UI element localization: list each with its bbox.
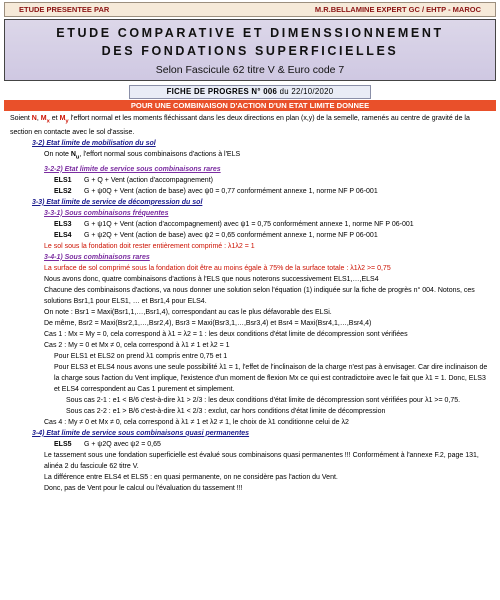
case-2-els1-els2: Pour ELS1 et ELS2 on prend λ1 compris entre 0,75 et 1: [54, 352, 228, 360]
top-header-bar: [4, 2, 496, 17]
surface-condition: La surface de sol comprimé sous la fondation doit être au moins égale à 75% de la surface totale : λ1λ2 >= 0,75: [44, 264, 391, 272]
title-line-1: ETUDE COMPARATIVE ET DIMENSSIONNEMENT: [56, 26, 444, 40]
els1-label: ELS1: [54, 176, 72, 184]
case-4: Cas 4 : My ≠ 0 et Mx ≠ 0, cela correspond à λ1 ≠ 1 et λ2 ≠ 1, le choix de λ1 conditionne celui de λ2: [44, 418, 349, 426]
section-3-2-heading: 3-2) Etat limite de mobilisation du sol: [32, 140, 156, 148]
els4-row: [10, 230, 490, 241]
els4-els5-difference: La différence entre ELS4 et ELS5 : en quasi permanente, on ne considère pas l'action du Vent.: [44, 473, 338, 481]
decompression-condition: Le sol sous la fondation doit rester entièrement comprimé : λ1λ2 = 1: [44, 242, 255, 250]
els2-text: G + ψ0Q + Vent (action de base) avec ψ0 = 0,77 conformément annexe 1, norme NF P 06-001: [84, 187, 378, 195]
title-line-3: Selon Fascicule 62 titre V & Euro code 7: [155, 64, 345, 76]
settlement-note: Le tassement sous une fondation superficielle est évalué sous combinaisons quasi permanentes !!! Conformément à l'annexe F.2, page 131, alinéa 2 du fascicule 62 titre V.: [44, 451, 479, 470]
els3-label: ELS3: [54, 220, 72, 228]
els3-row: [10, 219, 490, 230]
els2-label: ELS2: [54, 187, 72, 195]
case-1: Cas 1 : Mx = My = 0, cela correspond à λ1 = λ2 = 1 : les deux conditions d'état limite de décompression sont vérifiées: [44, 330, 408, 338]
paragraph-4: De même, Bsr2 = Maxi(Bsr2,1,…,Bsr2,4), Bsr3 = Maxi(Bsr3,1,…,Bsr3,4) et Bsr4 = Maxi(Bsr4,1,…,Bsr4,4): [44, 319, 372, 327]
intro-paragraph: Soient N, $M_x$ et $M_y$ l'effort normal et les moments fléchissant dans les deux directions en plan (x,y) de la semelle, ramenés au centre de gravité de la section en contacte avec le sol d'assise.: [10, 115, 470, 137]
section-3-2-text: On note $N_u$, l'effort normal sous combinaisons d'actions à l'ELS: [44, 151, 241, 161]
fiche-label: FICHE DE PROGRES N°: [166, 87, 261, 96]
fiche-date: du 22/10/2020: [279, 87, 334, 96]
els5-text: G + ψ2Q avec ψ2 = 0,65: [84, 440, 161, 448]
section-3-2-2-heading: 3-2-2) Etat limite de service sous combinaisons rares: [44, 165, 221, 173]
section-3-4-quasi-heading: 3-4) Etat limite de service sous combinaisons quasi permanentes: [32, 429, 250, 437]
els5-row: [10, 439, 490, 450]
section-3-3-heading: 3-3) Etat limite de service de décompression du sol: [32, 198, 203, 206]
els4-text: G + ψ2Q + Vent (action de base) avec ψ2 = 0,65 conformément annexe 1, norme NF P 06-001: [84, 231, 378, 239]
els1-text: G + Q + Vent (action d'accompagnement): [84, 176, 213, 184]
section-3-4-1-heading: 3-4-1) Sous combinaisons rares: [44, 253, 150, 261]
section-banner: POUR UNE COMBINAISON D'ACTION D'UN ETAT LIMITE DONNEE: [4, 100, 496, 111]
paragraph-1: Nous avons donc, quatre combinaisons d'actions à l'ELS que nous noterons successivement ELS1,…,ELS4: [44, 275, 379, 283]
title-line-2: DES FONDATIONS SUPERFICIELLES: [101, 44, 399, 58]
title-box: [4, 19, 496, 81]
section-3-3-1-heading: 3-3-1) Sous combinaisons fréquentes: [44, 209, 169, 217]
case-2-els3-els4: Pour ELS3 et ELS4 nous avons une seule possibilité λ1 = 1, l'effet de l'inclinaison de la charge n'est pas à envisager. Car dire inclinaison de la charge sous l'action du Vent implique, l'existence d'un moment de flexion Mx ce qui est contradictoire avec le fait que λ1 = 1. Donc, ELS3 et ELS4 correspondent au Cas 1 purement et simplement.: [54, 363, 488, 393]
fiche-number: 006: [263, 87, 278, 96]
author-label: M.R.BELLAMINE EXPERT GC / EHTP - MAROC: [314, 5, 481, 14]
document-body: [4, 111, 496, 494]
subcase-2-2: Sous cas 2-2 : e1 > B/6 c'est-à-dire λ1 < 2/3 : exclut, car hors conditions d'état limite de décompression: [66, 407, 386, 415]
els5-label: ELS5: [54, 440, 72, 448]
paragraph-3: On note : Bsr1 = Maxi(Bsr1,1,…,Bsr1,4), correspondant au cas le plus défavorable des ELSi.: [44, 308, 332, 316]
paragraph-2: Chacune des combinaisons d'actions, va nous donner une solution selon l'équation (1) indiquée sur la fiche de progrès n° 004. Notons, ces solutions Bsr1,1 pour ELS1, … et Bsr1,4 pour ELS4.: [44, 286, 475, 305]
els4-label: ELS4: [54, 231, 72, 239]
els3-text: G + ψ1Q + Vent (action d'accompagnement) avec ψ1 = 0,75 conformément annexe 1, norme NF P 06-001: [84, 220, 414, 228]
els2-row: [10, 186, 490, 197]
els1-row: [10, 175, 490, 186]
progress-sheet-label: [129, 85, 371, 99]
case-2: Cas 2 : My = 0 et Mx ≠ 0, cela correspond à λ1 ≠ 1 et λ2 = 1: [44, 341, 230, 349]
presented-by-label: ETUDE PRESENTEE PAR: [19, 5, 110, 14]
no-wind-conclusion: Donc, pas de Vent pour le calcul ou l'évaluation du tassement !!!: [44, 484, 243, 492]
subcase-2-1: Sous cas 2-1 : e1 < B/6 c'est-à-dire λ1 > 2/3 : les deux conditions d'état limite de décompression sont vérifiées pour λ1 >= 0,75.: [66, 396, 461, 404]
